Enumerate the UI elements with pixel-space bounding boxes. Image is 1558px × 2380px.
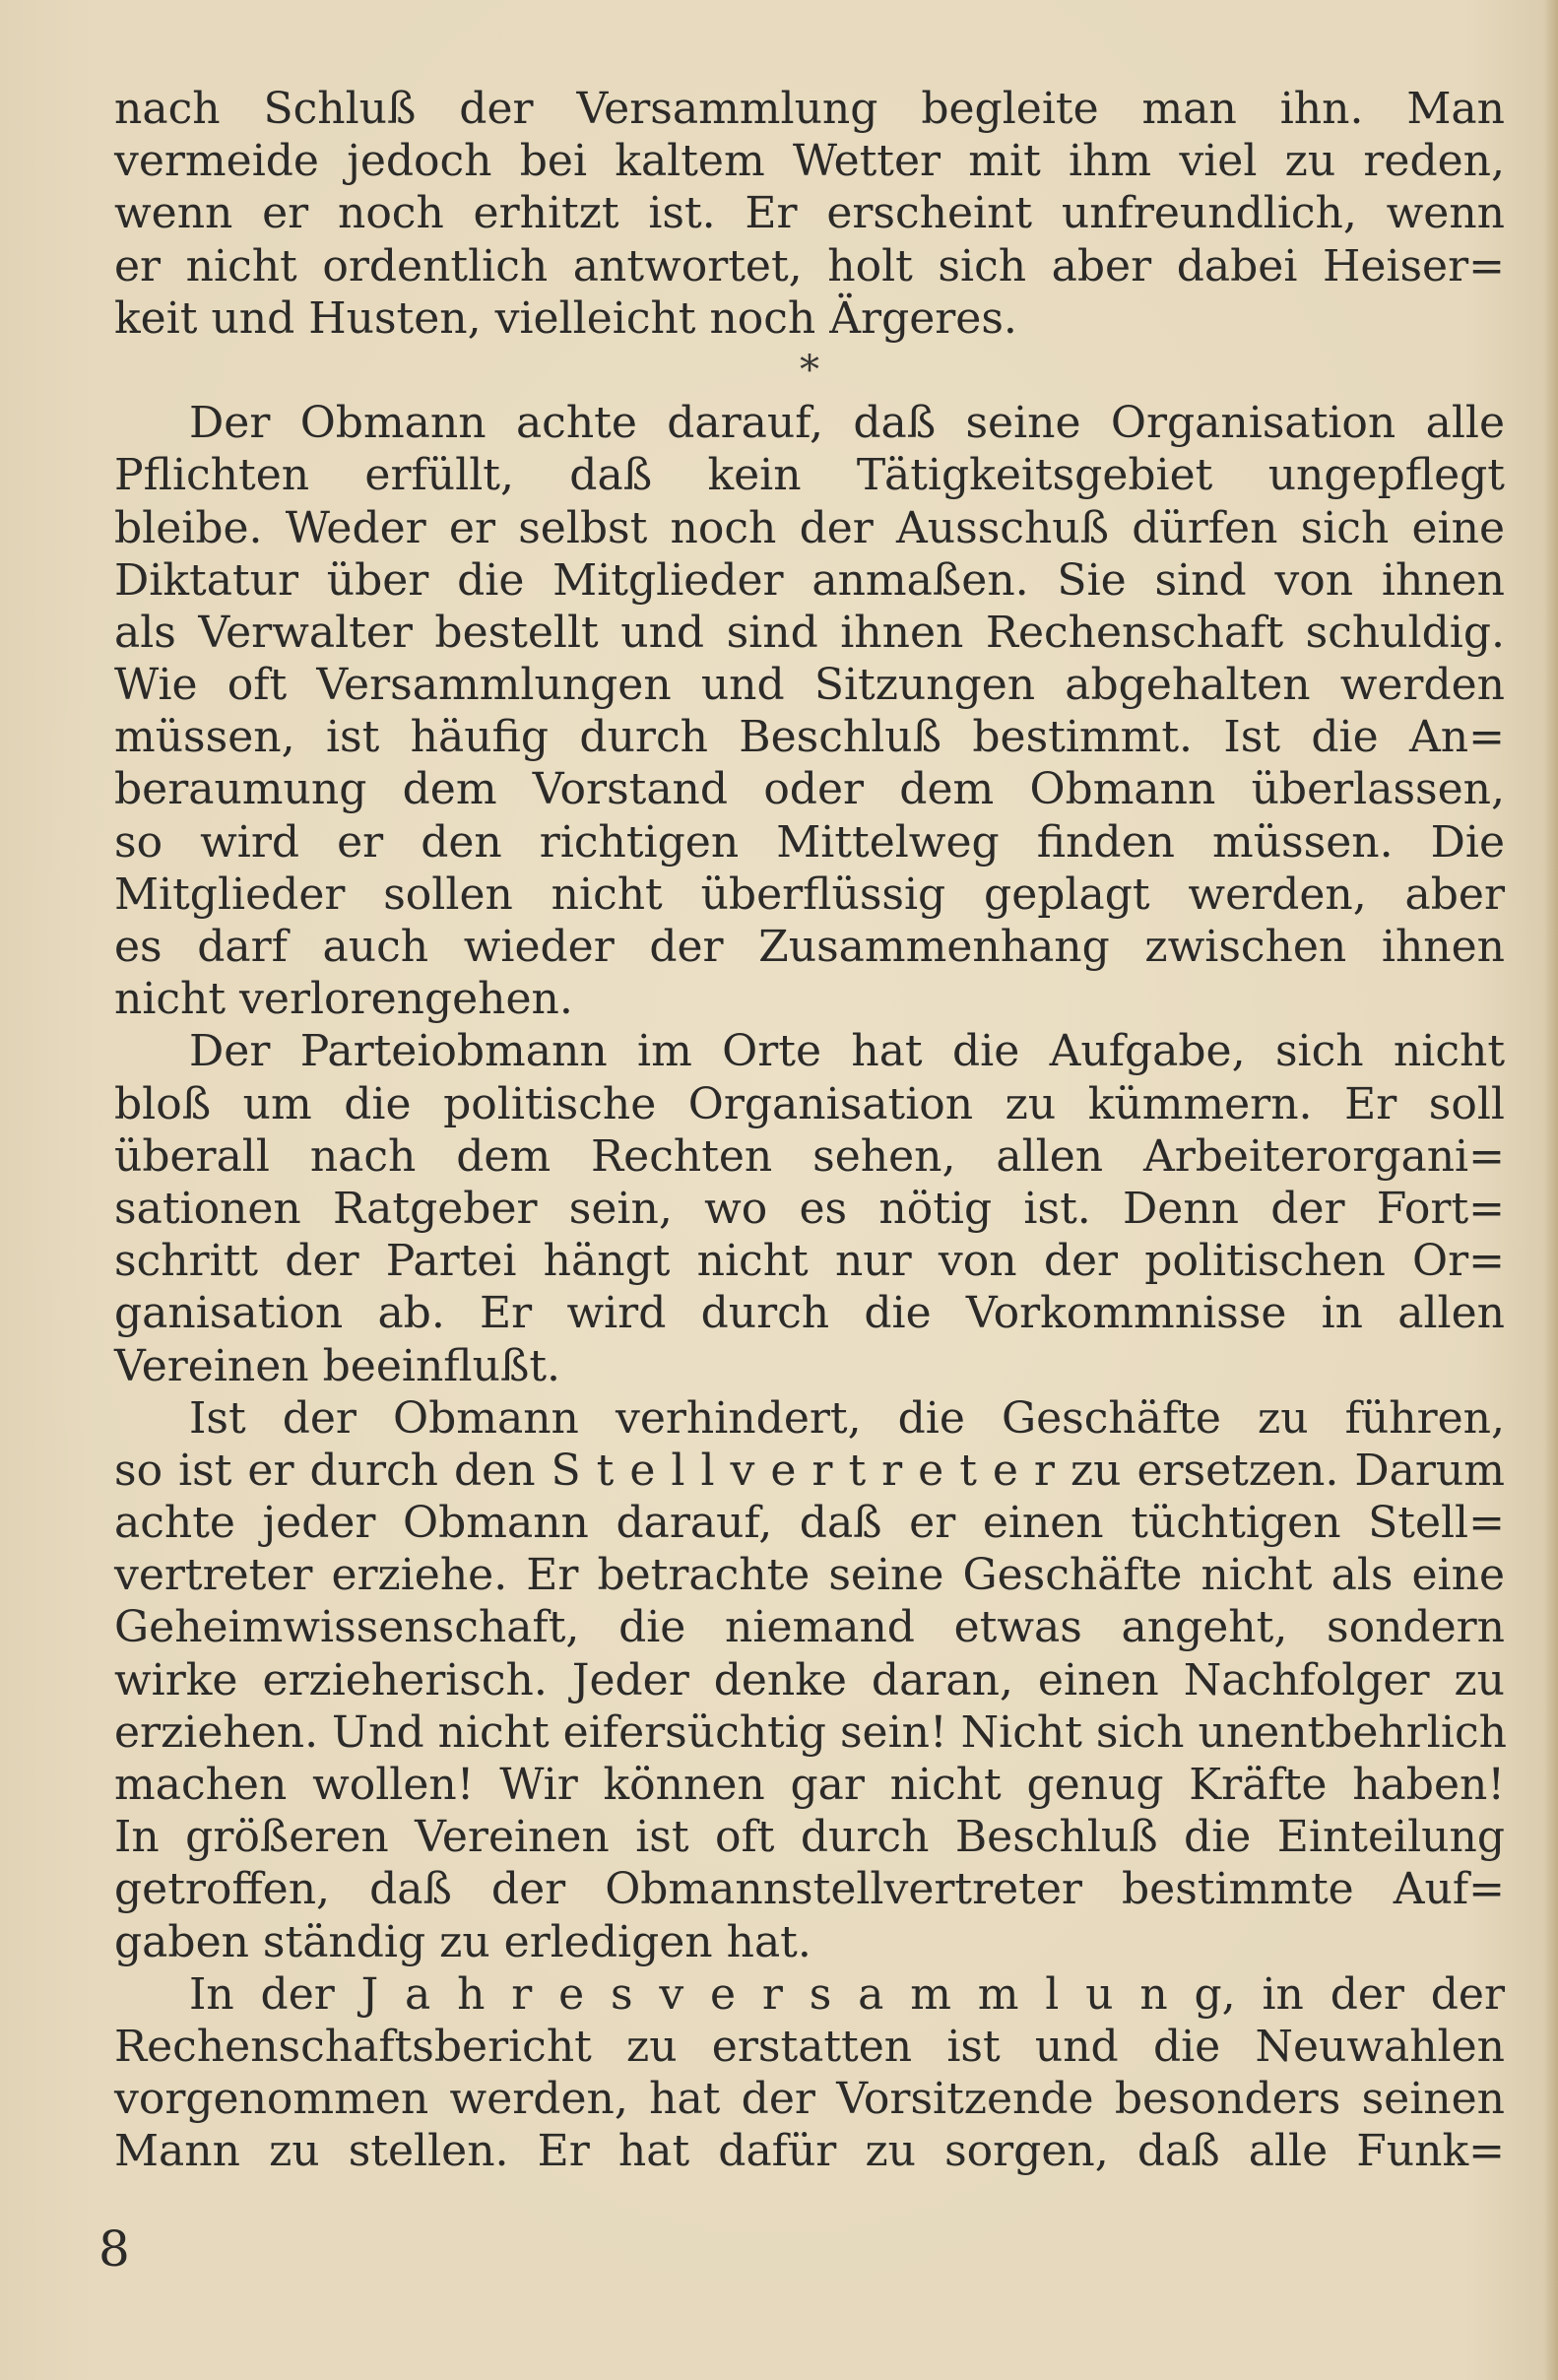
text-line: so wird er den richtigen Mittelweg finden müssen. Die [114, 816, 1505, 868]
text-line: beraumung dem Vorstand oder dem Obmann überlassen, [114, 764, 1505, 815]
text-line: nicht verlorengehen. [114, 974, 573, 1025]
text-line: ganisation ab. Er wird durch die Vorkommnisse in allen [114, 1288, 1505, 1339]
text-line: Vereinen beeinflußt. [114, 1340, 561, 1391]
text-line: Der Parteiobmann im Orte hat die Aufgabe, sich nicht [189, 1026, 1505, 1077]
text-line: Mann zu stellen. Er hat dafür zu sorgen, daß alle Funk= [114, 2126, 1505, 2177]
text-line: In der J a h r e s v e r s a m m l u n g, in der der [189, 1968, 1505, 2020]
text-line: nach Schluß der Versammlung begleite man ihn. Man [114, 84, 1505, 134]
text-line: gaben ständig zu erledigen hat. [114, 1916, 811, 1967]
text-line: schritt der Partei hängt nicht nur von der politischen Or= [114, 1236, 1505, 1287]
text-line: es darf auch wieder der Zusammenhang zwischen ihnen [114, 922, 1505, 972]
text-line: achte jeder Obmann darauf, daß er einen tüchtigen Stell= [114, 1498, 1505, 1549]
text-line: vorgenommen werden, hat der Vorsitzende besonders seinen [114, 2074, 1505, 2125]
text-line: erziehen. Und nicht eifersüchtig sein! Nicht sich unentbehrlich [114, 1706, 1507, 1758]
text-line: wirke erzieherisch. Jeder denke daran, einen Nachfolger zu [114, 1654, 1505, 1705]
text-line: bleibe. Weder er selbst noch der Ausschuß dürfen sich eine [114, 502, 1505, 553]
text-line: vermeide jedoch bei kaltem Wetter mit ihm viel zu reden, [114, 136, 1505, 187]
text-line: Wie oft Versammlungen und Sitzungen abgehalten werden [114, 660, 1505, 711]
text-line: Mitglieder sollen nicht überflüssig geplagt werden, aber [114, 868, 1505, 920]
page-number: 8 [98, 2220, 130, 2278]
section-separator-asterisk: * [800, 347, 819, 393]
body-text [114, 83, 1505, 2178]
text-line: Rechenschaftsbericht zu erstatten ist und die Neuwahlen [114, 2021, 1505, 2072]
text-line: überall nach dem Rechten sehen, allen Arbeiterorgani= [114, 1130, 1505, 1182]
text-line: keit und Husten, vielleicht noch Ärgeres. [114, 292, 1017, 344]
page-edge-shadow [1544, 0, 1558, 2380]
text-line: so ist er durch den S t e l l v e r t r e t e r zu ersetzen. Darum [114, 1445, 1505, 1496]
text-line: Diktatur über die Mitglieder anmaßen. Sie sind von ihnen [114, 554, 1505, 606]
text-line: In größeren Vereinen ist oft durch Beschluß die Einteilung [114, 1812, 1505, 1863]
text-line: Der Obmann achte darauf, daß seine Organisation alle [189, 398, 1505, 449]
text-line: sationen Ratgeber sein, wo es nötig ist. Denn der Fort= [114, 1183, 1505, 1234]
text-line: müssen, ist häufig durch Beschluß bestimmt. Ist die An= [114, 712, 1505, 763]
text-line: als Verwalter bestellt und sind ihnen Rechenschaft schuldig. [114, 607, 1505, 658]
text-line: getroffen, daß der Obmannstellvertreter bestimmte Auf= [114, 1864, 1505, 1915]
text-line: er nicht ordentlich antwortet, holt sich aber dabei Heiser= [114, 240, 1505, 291]
text-line: wenn er noch erhitzt ist. Er erscheint unfreundlich, wenn [114, 188, 1505, 239]
text-line: machen wollen! Wir können gar nicht genug Kräfte haben! [114, 1760, 1505, 1810]
text-line: Geheimwissenschaft, die niemand etwas angeht, sondern [114, 1602, 1505, 1653]
text-line: Ist der Obmann verhindert, die Geschäfte zu führen, [189, 1392, 1505, 1444]
text-line: bloß um die politische Organisation zu kümmern. Er soll [114, 1078, 1505, 1129]
text-line: vertreter erziehe. Er betrachte seine Geschäfte nicht als eine [114, 1550, 1505, 1601]
text-line: Pflichten erfüllt, daß kein Tätigkeitsgebiet ungepflegt [114, 450, 1505, 501]
